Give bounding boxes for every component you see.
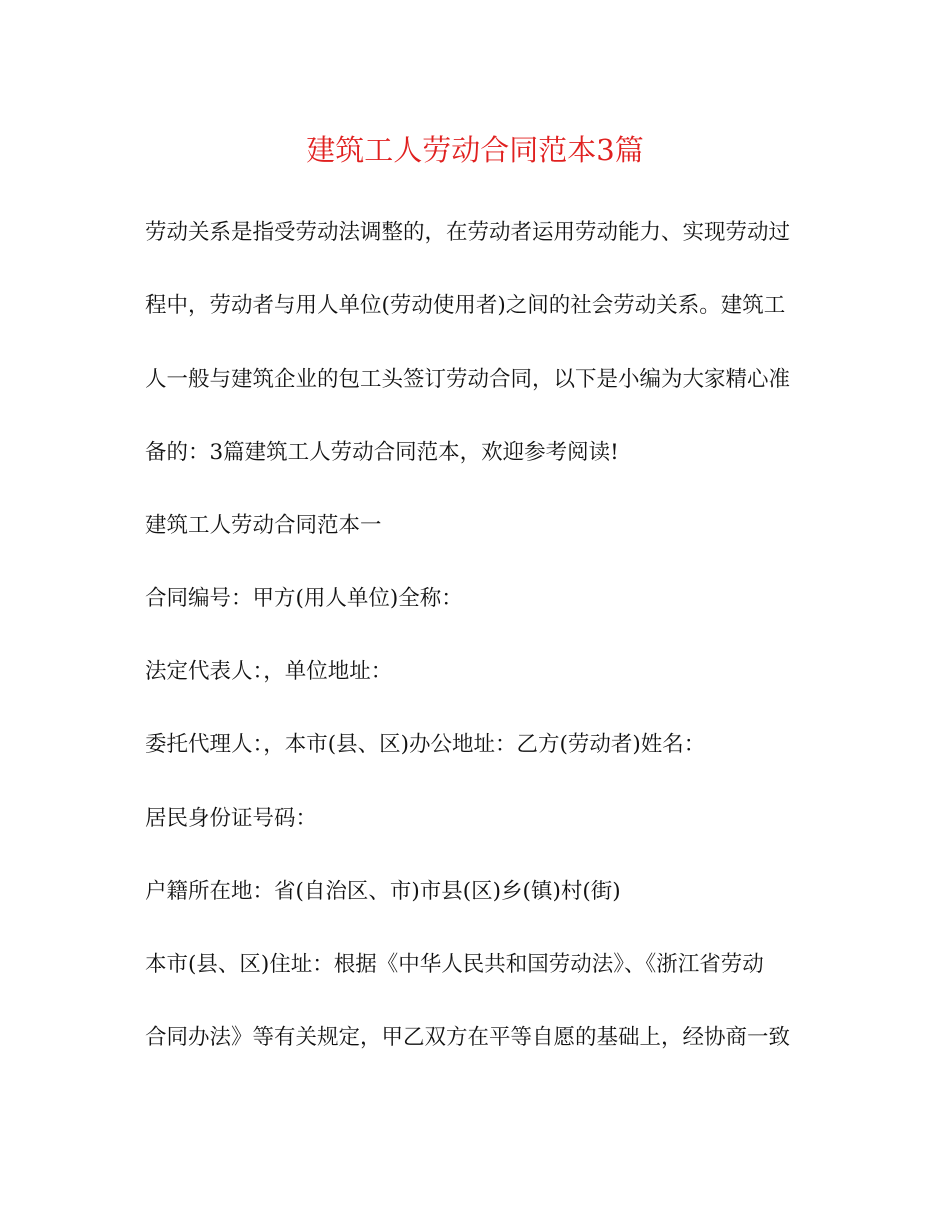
- document-title: 建筑工人劳动合同范本3篇: [306, 133, 644, 167]
- paragraph-line: 备的：3篇建筑工人劳动合同范本，欢迎参考阅读!: [145, 440, 619, 465]
- paragraph-line: 法定代表人：，单位地址：: [145, 659, 393, 684]
- paragraph-line: 委托代理人：，本市(县、区)办公地址：乙方(劳动者)姓名：: [145, 732, 706, 757]
- paragraph-line: 本市(县、区)住址：根据《中华人民共和国劳动法》、《浙江省劳动: [145, 952, 764, 977]
- paragraph-line: 程中，劳动者与用人单位(劳动使用者)之间的社会劳动关系。建筑工: [145, 293, 786, 318]
- section-heading: 建筑工人劳动合同范本一: [145, 513, 382, 538]
- paragraph-line: 居民身份证号码：: [145, 806, 318, 831]
- paragraph-line: 户籍所在地：省(自治区、市)市县(区)乡(镇)村(街): [145, 879, 621, 904]
- paragraph-line: 合同编号：甲方(用人单位)全称：: [145, 586, 463, 611]
- paragraph-line: 人一般与建筑企业的包工头签订劳动合同，以下是小编为大家精心准: [145, 367, 791, 392]
- paragraph-line: 合同办法》等有关规定，甲乙双方在平等自愿的基础上，经协商一致: [145, 1025, 791, 1050]
- paragraph-line: 劳动关系是指受劳动法调整的，在劳动者运用劳动能力、实现劳动过: [145, 220, 791, 245]
